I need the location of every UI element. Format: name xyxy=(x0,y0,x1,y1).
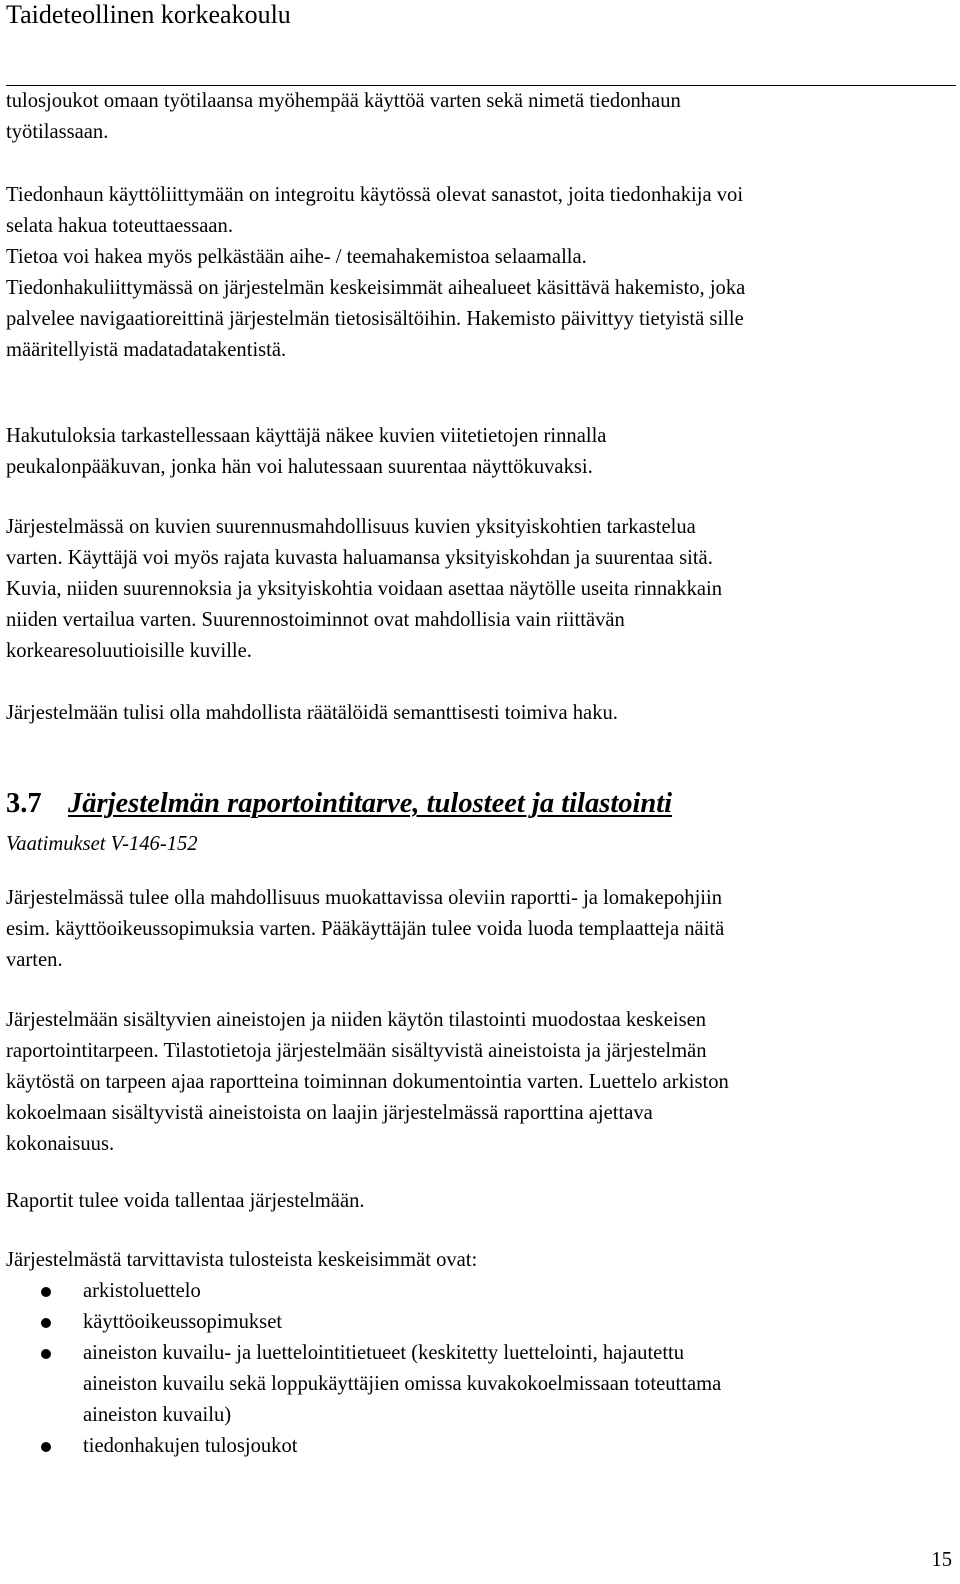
text-line: Järjestelmästä tarvittavista tulosteista keskeisimmät ovat: xyxy=(6,1249,478,1271)
list-item-text: tiedonhakujen tulosjoukot xyxy=(83,1435,298,1457)
text-line: Hakutuloksia tarkastellessaan käyttäjä näkee kuvien viitetietojen rinnalla xyxy=(6,425,607,447)
section-subtitle: Vaatimukset V-146-152 xyxy=(6,833,198,855)
text-line: kokonaisuus. xyxy=(6,1133,115,1155)
list-item-text: arkistoluettelo xyxy=(83,1280,201,1302)
section-number: 3.7 xyxy=(6,788,42,819)
section-heading xyxy=(6,786,672,822)
text-line: palvelee navigaatioreittinä järjestelmän tietosisältöihin. Hakemisto päivittyy tietyistä sille xyxy=(6,308,744,330)
section-title: Järjestelmän raportointitarve, tulosteet ja tilastointi xyxy=(68,788,673,819)
bullet-icon xyxy=(41,1349,51,1359)
text-line: esim. käyttöoikeussopimuksia varten. Pääkäyttäjän tulee voida luoda templaatteja näitä xyxy=(6,918,725,940)
paragraph xyxy=(6,180,956,242)
paragraph xyxy=(6,242,956,366)
text-line: peukalonpääkuvan, jonka hän voi halutessaan suurentaa näyttökuvaksi. xyxy=(6,456,593,478)
paragraph xyxy=(6,1005,956,1160)
paragraph xyxy=(6,1245,956,1276)
paragraph xyxy=(6,698,956,729)
text-line: Raportit tulee voida tallentaa järjestelmään. xyxy=(6,1190,365,1212)
list-item-text: aineiston kuvailu- ja luettelointitietueet (keskitetty luettelointi, hajautettu xyxy=(83,1342,685,1364)
list-item xyxy=(6,1276,956,1307)
text-line: Tietoa voi hakea myös pelkästään aihe- / teemahakemistoa selaamalla. xyxy=(6,246,587,268)
bullet-icon xyxy=(41,1287,51,1297)
text-line: Tiedonhakuliittymässä on järjestelmän keskeisimmät aihealueet käsittävä hakemisto, joka xyxy=(6,277,746,299)
text-line: Tiedonhaun käyttöliittymään on integroitu käytössä olevat sanastot, joita tiedonhakija voi xyxy=(6,184,744,206)
text-line: varten. xyxy=(6,949,63,971)
list-item xyxy=(6,1431,956,1462)
list-item-text: aineiston kuvailu sekä loppukäyttäjien omissa kuvakokoelmissaan toteuttama xyxy=(83,1373,722,1395)
text-line: Järjestelmässä on kuvien suurennusmahdollisuus kuvien yksityiskohtien tarkastelua xyxy=(6,516,696,538)
text-line: Järjestelmään sisältyvien aineistojen ja niiden käytön tilastointi muodostaa keskeisen xyxy=(6,1009,707,1031)
paragraph xyxy=(6,512,956,667)
bullet-icon xyxy=(41,1318,51,1328)
paragraph xyxy=(6,86,956,148)
text-line: varten. Käyttäjä voi myös rajata kuvasta haluamansa yksityiskohdan ja suurentaa sitä. xyxy=(6,547,713,569)
text-line: kokoelmaan sisältyvistä aineistoista on laajin järjestelmässä raporttina ajettava xyxy=(6,1102,653,1124)
list-item-text: aineiston kuvailu) xyxy=(83,1404,232,1426)
text-line: korkearesoluutioisille kuville. xyxy=(6,640,252,662)
text-line: niiden vertailua varten. Suurennostoiminnot ovat mahdollisia vain riittävän xyxy=(6,609,625,631)
paragraph xyxy=(6,1186,956,1217)
header-title: Taideteollinen korkeakoulu xyxy=(6,0,291,29)
list-item xyxy=(6,1338,956,1431)
paragraph xyxy=(6,883,956,976)
text-line: selata hakua toteuttaessaan. xyxy=(6,215,234,237)
bullet-list xyxy=(6,1276,956,1462)
text-line: Järjestelmään tulisi olla mahdollista räätälöidä semanttisesti toimiva haku. xyxy=(6,702,618,724)
text-line: työtilassaan. xyxy=(6,121,109,143)
text-line: käytöstä on tarpeen ajaa raportteina toiminnan dokumentointia varten. Luettelo arkiston xyxy=(6,1071,729,1093)
list-item-text: käyttöoikeussopimukset xyxy=(83,1311,283,1333)
text-line: raportointitarpeen. Tilastotietoja järjestelmään sisältyvistä aineistoista ja järjestelmän xyxy=(6,1040,707,1062)
list-item xyxy=(6,1307,956,1338)
text-line: määritellyistä madatadatakentistä. xyxy=(6,339,287,361)
text-line: Järjestelmässä tulee olla mahdollisuus muokattavissa oleviin raportti- ja lomakepohjiin xyxy=(6,887,723,909)
page-number: 15 xyxy=(931,1549,952,1571)
paragraph xyxy=(6,421,956,483)
text-line: Kuvia, niiden suurennoksia ja yksityiskohtia voidaan asettaa näytölle useita rinnakkain xyxy=(6,578,723,600)
text-line: tulosjoukot omaan työtilaansa myöhempää käyttöä varten sekä nimetä tiedonhaun xyxy=(6,90,681,112)
bullet-icon xyxy=(41,1442,51,1452)
